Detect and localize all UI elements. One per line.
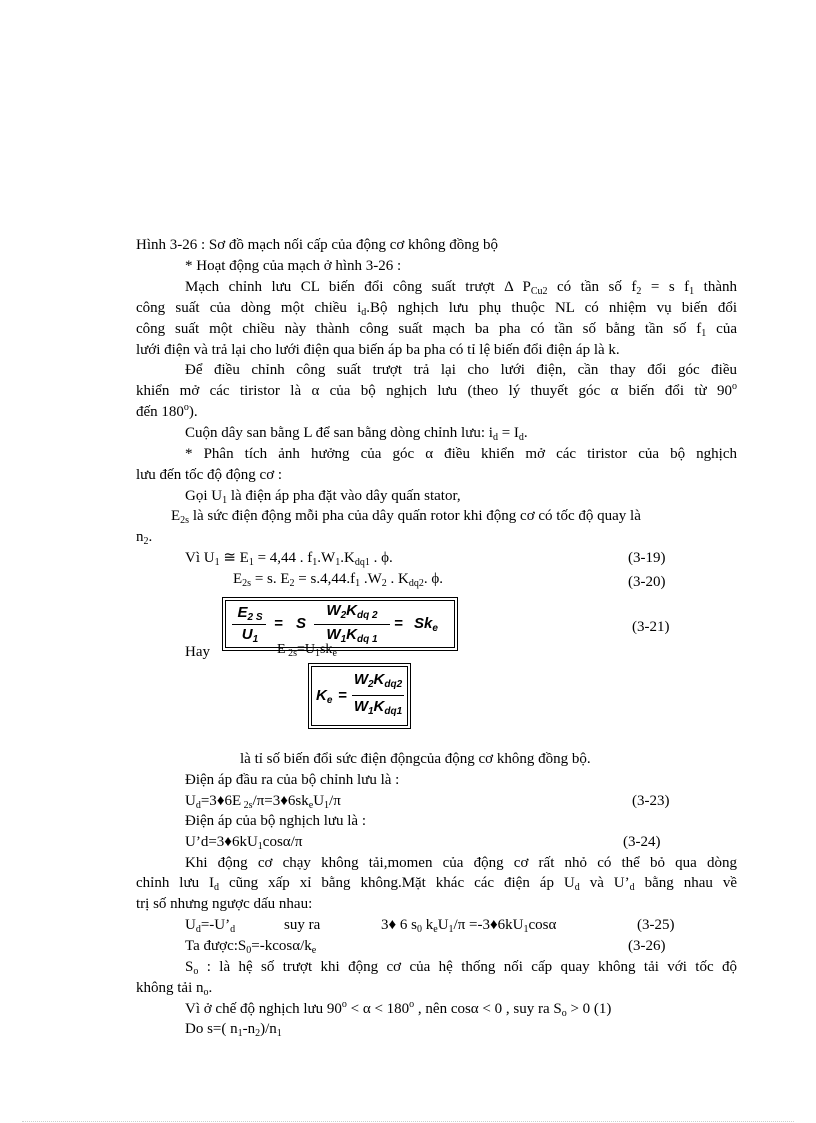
paragraph-line: Điện áp của bộ nghịch lưu là :	[185, 813, 366, 829]
equation-hay: E $_{2s}=U_1sk_e$	[277, 642, 337, 659]
paragraph-line: Gọi $U_1$ là điện áp pha đặt vào dây quấn stator,	[185, 488, 461, 506]
equation-number: (3-20)	[628, 574, 666, 590]
section-heading-analysis: * Phân tích ảnh hưởng của góc α điều khiển mở các tiristor của bộ nghịch	[185, 446, 737, 462]
paragraph-line: lưới điện và trả lại cho lưới điện qua biến áp ba pha có tỉ lệ biến đổi điện áp là k.	[136, 342, 620, 358]
paragraph-line: Do s=( $n_1-n_2)/n_1$	[185, 1021, 282, 1039]
paragraph-line: chỉnh lưu $I_d$ cũng xấp xỉ bằng không.Mặt khác các điện áp $U_d$ và $U’_d$ bằng nhau về	[136, 875, 737, 893]
equation-3-24: $U’d=3♦6kU_1\cos\alpha/\pi$	[185, 834, 303, 852]
equation-number: (3-24)	[623, 834, 661, 850]
equation-3-25-suyra: suy ra	[284, 917, 321, 933]
equation-number: (3-23)	[632, 793, 670, 809]
paragraph-line: khiển mở các tiristor là α của bộ nghịch lưu (theo lý thuyết góc α biến đổi từ 90$^o$	[136, 381, 737, 399]
equation-3-26: Ta $được:S_0=-kcos\alpha/k_e$	[185, 938, 317, 956]
equation-ke-box: $K_e$ = $W_2K_{dq2}$ $W_1K_{dq1}$	[308, 663, 411, 729]
equation-3-20: $E_{2s} = s$. $E_2 = s.4,44.f_1$ $.W_2$ . $K_{dq2}$. ϕ.	[233, 571, 444, 589]
paragraph-line: $S_o$ : là hệ số trượt khi động cơ của hệ thống nối cấp quay không tải với tốc độ	[185, 959, 737, 977]
page-bottom-rule	[22, 1121, 794, 1122]
paragraph-line: Mạch chỉnh lưu CL biến đổi công suất trượt Δ $P_{Cu2}$ có tần số $f_2 = s$ $f_1$ thành	[185, 279, 737, 297]
equation-number: (3-25)	[637, 917, 675, 933]
paragraph-line: Để điều chỉnh công suất trượt trả lại cho lưới điện, cần thay đổi góc điều	[185, 362, 737, 378]
equation-3-19: Vì $U_1$ ≅ $E_1 = 4,44$ . $f_1.W_1.K_{dq1}$ . ϕ.	[185, 550, 393, 568]
paragraph-line: công suất của dòng một chiều $i_d.Bộ$ nghịch lưu phụ thuộc NL có nhiệm vụ biến đổi	[136, 300, 737, 318]
figure-caption: Hình 3-26 : Sơ đồ mạch nối cấp của động cơ không đồng bộ	[136, 237, 499, 253]
paragraph-line: Vì ở chế độ nghịch lưu $90^o < \alpha < 180^o$ , nên cosα < 0 , suy ra $S_o > 0$ (1)	[185, 999, 612, 1019]
equation-number: (3-19)	[628, 550, 666, 566]
equation-number: (3-26)	[628, 938, 666, 954]
equation-3-23: $U_d=3♦6E$ $_{2s}/\pi=3♦6sk_eU_1/\pi$	[185, 793, 341, 811]
paragraph-line: Cuộn dây san bằng L để san bằng dòng chỉnh lưu: $i_d = I_d$.	[185, 425, 528, 443]
section-heading-operation: * Hoạt động của mạch ở hình 3-26 :	[185, 258, 402, 274]
paragraph-line: $n_2$.	[136, 529, 153, 547]
equation-3-25-lhs: $U_d=-U’_d$	[185, 917, 236, 935]
paragraph-line: không tải $n_o$.	[136, 980, 213, 998]
paragraph-line: trị số nhưng ngược dấu nhau:	[136, 896, 313, 912]
equation-3-25-rhs: 3♦ 6 $s_0$ $k_eU_1/\pi$ $=-3♦6kU_1\cos\alpha$	[381, 917, 557, 935]
paragraph-line: là tỉ số biến đổi sức điện độngcủa động cơ không đồng bộ.	[240, 751, 591, 767]
paragraph-line: đến 180$^o$).	[136, 402, 198, 420]
paragraph-line: công suất một chiều này thành công suất mạch ba pha có tần số bằng tần số $f_1$ của	[136, 321, 737, 339]
hay-label: Hay	[185, 644, 210, 660]
section-heading-analysis: lưu đến tốc độ động cơ :	[136, 467, 283, 483]
paragraph-line: Khi động cơ chạy không tải,momen của động cơ rất nhỏ có thể bỏ qua dòng	[185, 855, 737, 871]
equation-3-21-box: $E_{2 S}$ $U_1$ = S $W_2K_{dq 2}$ $W_1K_{dq 1}$ = $Sk_e$	[222, 597, 458, 651]
paragraph-line: $E_{2s}$ là sức điện động mỗi pha của dây quấn rotor khi động cơ có tốc độ quay là	[171, 508, 641, 526]
equation-number: (3-21)	[632, 619, 670, 635]
paragraph-line: Điện áp đầu ra của bộ chỉnh lưu là :	[185, 772, 400, 788]
